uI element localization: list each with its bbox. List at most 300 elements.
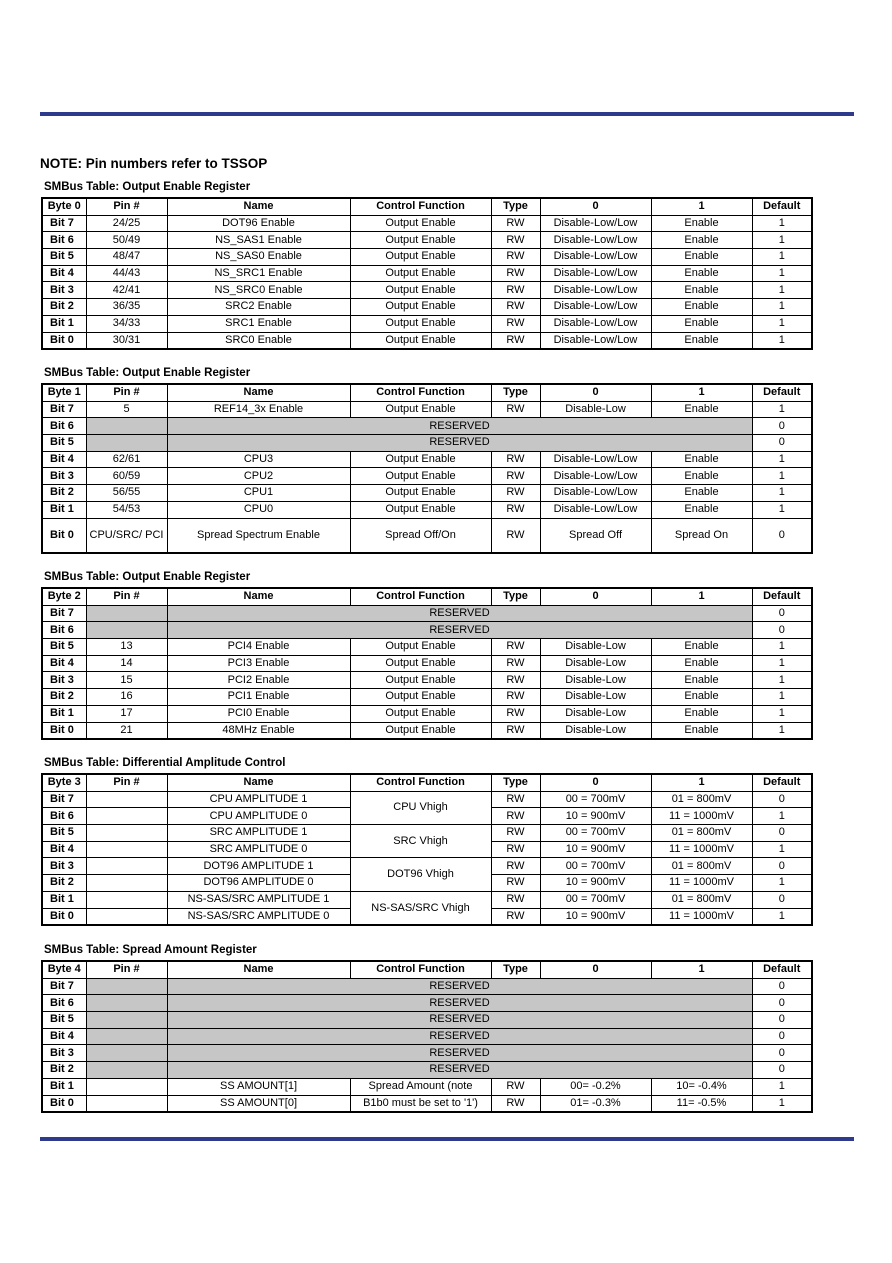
bit-cell: Bit 0 bbox=[42, 908, 86, 925]
pin-cell: 44/43 bbox=[86, 265, 167, 282]
default-cell: 1 bbox=[752, 249, 812, 266]
table-row bbox=[42, 418, 812, 435]
table-row bbox=[42, 485, 812, 502]
value1-cell: 10= -0.4% bbox=[651, 1078, 752, 1095]
table-row bbox=[42, 282, 812, 299]
table-row bbox=[42, 468, 812, 485]
table-row bbox=[42, 605, 812, 622]
value1-cell: Enable bbox=[651, 315, 752, 332]
value1-cell: 11 = 1000mV bbox=[651, 875, 752, 892]
bit-cell: Bit 2 bbox=[42, 1062, 86, 1079]
type-cell: RW bbox=[491, 451, 540, 468]
value1-cell: 01 = 800mV bbox=[651, 891, 752, 908]
reserved-cell: RESERVED bbox=[167, 418, 752, 435]
value1-cell: Enable bbox=[651, 249, 752, 266]
value1-cell: 01 = 800mV bbox=[651, 858, 752, 875]
name-cell: DOT96 AMPLITUDE 0 bbox=[167, 875, 350, 892]
bit-cell: Bit 4 bbox=[42, 655, 86, 672]
control-function-cell: Output Enable bbox=[350, 722, 491, 739]
default-cell: 1 bbox=[752, 299, 812, 316]
column-header: Name bbox=[167, 961, 350, 978]
default-cell: 1 bbox=[752, 1078, 812, 1095]
reserved-cell: RESERVED bbox=[167, 622, 752, 639]
pin-cell: 56/55 bbox=[86, 485, 167, 502]
name-cell: SRC2 Enable bbox=[167, 299, 350, 316]
reserved-cell: RESERVED bbox=[167, 1045, 752, 1062]
control-function-cell: Output Enable bbox=[350, 299, 491, 316]
table-row bbox=[42, 622, 812, 639]
bit-cell: Bit 6 bbox=[42, 622, 86, 639]
column-header: Type bbox=[491, 198, 540, 215]
column-header: 1 bbox=[651, 384, 752, 401]
column-header: 0 bbox=[540, 198, 651, 215]
value1-cell: Enable bbox=[651, 299, 752, 316]
reserved-cell: RESERVED bbox=[167, 1062, 752, 1079]
name-cell: SRC AMPLITUDE 0 bbox=[167, 841, 350, 858]
value0-cell: Disable-Low/Low bbox=[540, 485, 651, 502]
table-title-byte2: SMBus Table: Output Enable Register bbox=[44, 571, 251, 583]
default-cell: 0 bbox=[752, 1062, 812, 1079]
value1-cell: 11 = 1000mV bbox=[651, 908, 752, 925]
table-row bbox=[42, 1062, 812, 1079]
control-function-cell: Output Enable bbox=[350, 655, 491, 672]
pin-cell bbox=[86, 995, 167, 1012]
name-cell: Spread Spectrum Enable bbox=[167, 518, 350, 553]
register-table-byte2 bbox=[41, 587, 813, 740]
value0-cell: Disable-Low/Low bbox=[540, 468, 651, 485]
name-cell: REF14_3x Enable bbox=[167, 401, 350, 418]
type-cell: RW bbox=[491, 232, 540, 249]
type-cell: RW bbox=[491, 1078, 540, 1095]
column-header: Control Function bbox=[350, 588, 491, 605]
value0-cell: Disable-Low/Low bbox=[540, 232, 651, 249]
value0-cell: Disable-Low/Low bbox=[540, 215, 651, 232]
control-function-cell: Spread Off/On bbox=[350, 518, 491, 553]
value1-cell: Enable bbox=[651, 689, 752, 706]
name-cell: CPU2 bbox=[167, 468, 350, 485]
reserved-cell: RESERVED bbox=[167, 978, 752, 995]
table-row bbox=[42, 332, 812, 349]
type-cell: RW bbox=[491, 1095, 540, 1112]
default-cell: 0 bbox=[752, 622, 812, 639]
default-cell: 0 bbox=[752, 825, 812, 842]
value1-cell: Enable bbox=[651, 265, 752, 282]
pin-cell: 34/33 bbox=[86, 315, 167, 332]
value1-cell: Spread On bbox=[651, 518, 752, 553]
control-function-cell: Output Enable bbox=[350, 282, 491, 299]
top-rule bbox=[40, 112, 854, 116]
pin-cell bbox=[86, 418, 167, 435]
pin-cell bbox=[86, 825, 167, 842]
table-row bbox=[42, 978, 812, 995]
value0-cell: Disable-Low/Low bbox=[540, 249, 651, 266]
type-cell: RW bbox=[491, 841, 540, 858]
name-cell: PCI1 Enable bbox=[167, 689, 350, 706]
reserved-cell: RESERVED bbox=[167, 995, 752, 1012]
pin-cell: 60/59 bbox=[86, 468, 167, 485]
bit-cell: Bit 2 bbox=[42, 299, 86, 316]
bit-cell: Bit 7 bbox=[42, 215, 86, 232]
table-row bbox=[42, 215, 812, 232]
bit-cell: Bit 3 bbox=[42, 672, 86, 689]
bit-cell: Bit 7 bbox=[42, 401, 86, 418]
header-row bbox=[42, 961, 812, 978]
table-title-byte0: SMBus Table: Output Enable Register bbox=[44, 181, 251, 193]
column-header: Byte 4 bbox=[42, 961, 86, 978]
column-header: Control Function bbox=[350, 961, 491, 978]
table-row bbox=[42, 722, 812, 739]
type-cell: RW bbox=[491, 808, 540, 825]
table-row bbox=[42, 518, 812, 553]
control-function-cell: Output Enable bbox=[350, 639, 491, 656]
control-function-cell: B1b0 must be set to '1') bbox=[350, 1095, 491, 1112]
type-cell: RW bbox=[491, 825, 540, 842]
column-header: Default bbox=[752, 198, 812, 215]
table-row bbox=[42, 1078, 812, 1095]
control-function-cell: Output Enable bbox=[350, 672, 491, 689]
value0-cell: Disable-Low/Low bbox=[540, 282, 651, 299]
name-cell: SS AMOUNT[0] bbox=[167, 1095, 350, 1112]
control-function-cell: Output Enable bbox=[350, 315, 491, 332]
bit-cell: Bit 4 bbox=[42, 841, 86, 858]
value1-cell: Enable bbox=[651, 705, 752, 722]
default-cell: 1 bbox=[752, 315, 812, 332]
column-header: Byte 1 bbox=[42, 384, 86, 401]
pin-cell: 17 bbox=[86, 705, 167, 722]
pin-cell bbox=[86, 875, 167, 892]
column-header: Name bbox=[167, 774, 350, 791]
bit-cell: Bit 4 bbox=[42, 265, 86, 282]
value1-cell: 11= -0.5% bbox=[651, 1095, 752, 1112]
default-cell: 1 bbox=[752, 265, 812, 282]
register-table-byte3 bbox=[41, 773, 813, 926]
bit-cell: Bit 1 bbox=[42, 705, 86, 722]
pin-cell: 24/25 bbox=[86, 215, 167, 232]
bit-cell: Bit 0 bbox=[42, 722, 86, 739]
default-cell: 1 bbox=[752, 689, 812, 706]
value1-cell: Enable bbox=[651, 332, 752, 349]
type-cell: RW bbox=[491, 791, 540, 808]
default-cell: 0 bbox=[752, 995, 812, 1012]
column-header: Pin # bbox=[86, 774, 167, 791]
column-header: Name bbox=[167, 588, 350, 605]
pin-cell: 36/35 bbox=[86, 299, 167, 316]
pin-cell bbox=[86, 791, 167, 808]
pin-cell: 48/47 bbox=[86, 249, 167, 266]
value0-cell: Disable-Low/Low bbox=[540, 315, 651, 332]
column-header: Default bbox=[752, 774, 812, 791]
table-title-byte3: SMBus Table: Differential Amplitude Control bbox=[44, 757, 286, 769]
bit-cell: Bit 5 bbox=[42, 435, 86, 452]
default-cell: 1 bbox=[752, 639, 812, 656]
name-cell: PCI3 Enable bbox=[167, 655, 350, 672]
control-function-cell: Output Enable bbox=[350, 232, 491, 249]
control-function-cell: Output Enable bbox=[350, 485, 491, 502]
type-cell: RW bbox=[491, 518, 540, 553]
name-cell: CPU1 bbox=[167, 485, 350, 502]
bit-cell: Bit 4 bbox=[42, 1028, 86, 1045]
header-row bbox=[42, 384, 812, 401]
default-cell: 1 bbox=[752, 1095, 812, 1112]
bit-cell: Bit 7 bbox=[42, 791, 86, 808]
table-row bbox=[42, 1028, 812, 1045]
value1-cell: Enable bbox=[651, 672, 752, 689]
default-cell: 1 bbox=[752, 232, 812, 249]
bit-cell: Bit 4 bbox=[42, 451, 86, 468]
name-cell: NS-SAS/SRC AMPLITUDE 1 bbox=[167, 891, 350, 908]
value0-cell: Spread Off bbox=[540, 518, 651, 553]
default-cell: 0 bbox=[752, 978, 812, 995]
default-cell: 0 bbox=[752, 891, 812, 908]
column-header: Type bbox=[491, 961, 540, 978]
name-cell: PCI4 Enable bbox=[167, 639, 350, 656]
column-header: Byte 2 bbox=[42, 588, 86, 605]
type-cell: RW bbox=[491, 639, 540, 656]
column-header: Type bbox=[491, 588, 540, 605]
pin-cell: 14 bbox=[86, 655, 167, 672]
value1-cell: Enable bbox=[651, 485, 752, 502]
value0-cell: 00 = 700mV bbox=[540, 791, 651, 808]
pin-cell bbox=[86, 841, 167, 858]
type-cell: RW bbox=[491, 485, 540, 502]
table-row bbox=[42, 891, 812, 908]
value1-cell: Enable bbox=[651, 232, 752, 249]
type-cell: RW bbox=[491, 468, 540, 485]
pin-cell bbox=[86, 1045, 167, 1062]
column-header: Default bbox=[752, 588, 812, 605]
bit-cell: Bit 5 bbox=[42, 1012, 86, 1029]
bit-cell: Bit 3 bbox=[42, 468, 86, 485]
type-cell: RW bbox=[491, 875, 540, 892]
type-cell: RW bbox=[491, 672, 540, 689]
default-cell: 1 bbox=[752, 282, 812, 299]
type-cell: RW bbox=[491, 401, 540, 418]
bit-cell: Bit 6 bbox=[42, 808, 86, 825]
register-table-byte1 bbox=[41, 383, 813, 554]
control-function-cell: Output Enable bbox=[350, 689, 491, 706]
pin-cell: 54/53 bbox=[86, 501, 167, 518]
default-cell: 1 bbox=[752, 705, 812, 722]
value0-cell: 10 = 900mV bbox=[540, 808, 651, 825]
table-title-byte4: SMBus Table: Spread Amount Register bbox=[44, 944, 257, 956]
column-header: Pin # bbox=[86, 198, 167, 215]
bit-cell: Bit 0 bbox=[42, 332, 86, 349]
header-row bbox=[42, 198, 812, 215]
type-cell: RW bbox=[491, 689, 540, 706]
bit-cell: Bit 3 bbox=[42, 1045, 86, 1062]
pin-cell bbox=[86, 1012, 167, 1029]
name-cell: SS AMOUNT[1] bbox=[167, 1078, 350, 1095]
pin-cell: 50/49 bbox=[86, 232, 167, 249]
value1-cell: Enable bbox=[651, 215, 752, 232]
pin-cell bbox=[86, 858, 167, 875]
type-cell: RW bbox=[491, 705, 540, 722]
default-cell: 1 bbox=[752, 722, 812, 739]
value0-cell: Disable-Low/Low bbox=[540, 451, 651, 468]
default-cell: 0 bbox=[752, 1045, 812, 1062]
bit-cell: Bit 5 bbox=[42, 249, 86, 266]
bit-cell: Bit 5 bbox=[42, 825, 86, 842]
name-cell: 48MHz Enable bbox=[167, 722, 350, 739]
bit-cell: Bit 5 bbox=[42, 639, 86, 656]
value1-cell: Enable bbox=[651, 722, 752, 739]
control-function-cell: DOT96 Vhigh bbox=[350, 858, 491, 891]
bit-cell: Bit 0 bbox=[42, 1095, 86, 1112]
table-row bbox=[42, 299, 812, 316]
table-row bbox=[42, 501, 812, 518]
name-cell: CPU AMPLITUDE 0 bbox=[167, 808, 350, 825]
value0-cell: Disable-Low/Low bbox=[540, 299, 651, 316]
default-cell: 1 bbox=[752, 332, 812, 349]
pin-cell bbox=[86, 808, 167, 825]
type-cell: RW bbox=[491, 282, 540, 299]
table-row bbox=[42, 451, 812, 468]
header-row bbox=[42, 588, 812, 605]
control-function-cell: SRC Vhigh bbox=[350, 825, 491, 858]
column-header: Pin # bbox=[86, 588, 167, 605]
column-header: 0 bbox=[540, 961, 651, 978]
name-cell: NS-SAS/SRC AMPLITUDE 0 bbox=[167, 908, 350, 925]
name-cell: SRC1 Enable bbox=[167, 315, 350, 332]
table-row bbox=[42, 689, 812, 706]
value0-cell: Disable-Low bbox=[540, 401, 651, 418]
pin-cell: CPU/SRC/ PCI bbox=[86, 518, 167, 553]
default-cell: 0 bbox=[752, 858, 812, 875]
value0-cell: 00 = 700mV bbox=[540, 825, 651, 842]
name-cell: SRC AMPLITUDE 1 bbox=[167, 825, 350, 842]
control-function-cell: Output Enable bbox=[350, 332, 491, 349]
default-cell: 0 bbox=[752, 435, 812, 452]
default-cell: 0 bbox=[752, 791, 812, 808]
value0-cell: Disable-Low/Low bbox=[540, 501, 651, 518]
column-header: Control Function bbox=[350, 198, 491, 215]
type-cell: RW bbox=[491, 858, 540, 875]
column-header: Control Function bbox=[350, 384, 491, 401]
pin-cell: 42/41 bbox=[86, 282, 167, 299]
control-function-cell: Output Enable bbox=[350, 501, 491, 518]
table-row bbox=[42, 995, 812, 1012]
column-header: Pin # bbox=[86, 384, 167, 401]
column-header: Type bbox=[491, 384, 540, 401]
pin-cell bbox=[86, 622, 167, 639]
control-function-cell: Spread Amount (note bbox=[350, 1078, 491, 1095]
type-cell: RW bbox=[491, 908, 540, 925]
type-cell: RW bbox=[491, 315, 540, 332]
column-header: Control Function bbox=[350, 774, 491, 791]
table-title-byte1: SMBus Table: Output Enable Register bbox=[44, 367, 251, 379]
control-function-cell: Output Enable bbox=[350, 249, 491, 266]
bit-cell: Bit 2 bbox=[42, 689, 86, 706]
value0-cell: 01= -0.3% bbox=[540, 1095, 651, 1112]
table-row bbox=[42, 655, 812, 672]
default-cell: 1 bbox=[752, 841, 812, 858]
bit-cell: Bit 1 bbox=[42, 1078, 86, 1095]
value0-cell: Disable-Low bbox=[540, 672, 651, 689]
value0-cell: Disable-Low bbox=[540, 722, 651, 739]
pin-cell: 13 bbox=[86, 639, 167, 656]
value0-cell: 10 = 900mV bbox=[540, 875, 651, 892]
bit-cell: Bit 6 bbox=[42, 995, 86, 1012]
pin-cell: 16 bbox=[86, 689, 167, 706]
default-cell: 1 bbox=[752, 451, 812, 468]
register-table-byte0 bbox=[41, 197, 813, 350]
column-header: 1 bbox=[651, 961, 752, 978]
pin-cell: 15 bbox=[86, 672, 167, 689]
reserved-cell: RESERVED bbox=[167, 435, 752, 452]
pin-cell bbox=[86, 1095, 167, 1112]
register-table-byte4 bbox=[41, 960, 813, 1113]
column-header: Default bbox=[752, 961, 812, 978]
pin-cell bbox=[86, 978, 167, 995]
column-header: 1 bbox=[651, 588, 752, 605]
pin-cell bbox=[86, 435, 167, 452]
table-row bbox=[42, 1012, 812, 1029]
column-header: Type bbox=[491, 774, 540, 791]
column-header: Name bbox=[167, 198, 350, 215]
table-row bbox=[42, 249, 812, 266]
value0-cell: Disable-Low bbox=[540, 655, 651, 672]
column-header: 1 bbox=[651, 774, 752, 791]
pin-cell bbox=[86, 908, 167, 925]
column-header: 0 bbox=[540, 384, 651, 401]
table-row bbox=[42, 791, 812, 808]
bit-cell: Bit 6 bbox=[42, 232, 86, 249]
value0-cell: Disable-Low/Low bbox=[540, 332, 651, 349]
name-cell: NS_SRC1 Enable bbox=[167, 265, 350, 282]
column-header: 0 bbox=[540, 774, 651, 791]
value1-cell: 01 = 800mV bbox=[651, 825, 752, 842]
value0-cell: Disable-Low bbox=[540, 689, 651, 706]
default-cell: 0 bbox=[752, 1012, 812, 1029]
name-cell: NS_SAS0 Enable bbox=[167, 249, 350, 266]
bit-cell: Bit 1 bbox=[42, 501, 86, 518]
value1-cell: Enable bbox=[651, 468, 752, 485]
name-cell: DOT96 Enable bbox=[167, 215, 350, 232]
default-cell: 0 bbox=[752, 418, 812, 435]
type-cell: RW bbox=[491, 655, 540, 672]
value1-cell: 11 = 1000mV bbox=[651, 841, 752, 858]
table-row bbox=[42, 639, 812, 656]
name-cell: DOT96 AMPLITUDE 1 bbox=[167, 858, 350, 875]
name-cell: CPU AMPLITUDE 1 bbox=[167, 791, 350, 808]
control-function-cell: Output Enable bbox=[350, 705, 491, 722]
bottom-rule bbox=[40, 1137, 854, 1141]
type-cell: RW bbox=[491, 299, 540, 316]
value1-cell: Enable bbox=[651, 282, 752, 299]
type-cell: RW bbox=[491, 265, 540, 282]
table-row bbox=[42, 1095, 812, 1112]
bit-cell: Bit 7 bbox=[42, 978, 86, 995]
default-cell: 1 bbox=[752, 875, 812, 892]
value0-cell: 00 = 700mV bbox=[540, 891, 651, 908]
reserved-cell: RESERVED bbox=[167, 1028, 752, 1045]
column-header: Name bbox=[167, 384, 350, 401]
reserved-cell: RESERVED bbox=[167, 605, 752, 622]
header-row bbox=[42, 774, 812, 791]
bit-cell: Bit 1 bbox=[42, 891, 86, 908]
name-cell: NS_SAS1 Enable bbox=[167, 232, 350, 249]
default-cell: 1 bbox=[752, 655, 812, 672]
control-function-cell: Output Enable bbox=[350, 401, 491, 418]
bit-cell: Bit 2 bbox=[42, 875, 86, 892]
name-cell: CPU3 bbox=[167, 451, 350, 468]
value1-cell: 11 = 1000mV bbox=[651, 808, 752, 825]
pin-cell: 21 bbox=[86, 722, 167, 739]
column-header: 1 bbox=[651, 198, 752, 215]
type-cell: RW bbox=[491, 215, 540, 232]
value0-cell: Disable-Low bbox=[540, 705, 651, 722]
table-row bbox=[42, 1045, 812, 1062]
